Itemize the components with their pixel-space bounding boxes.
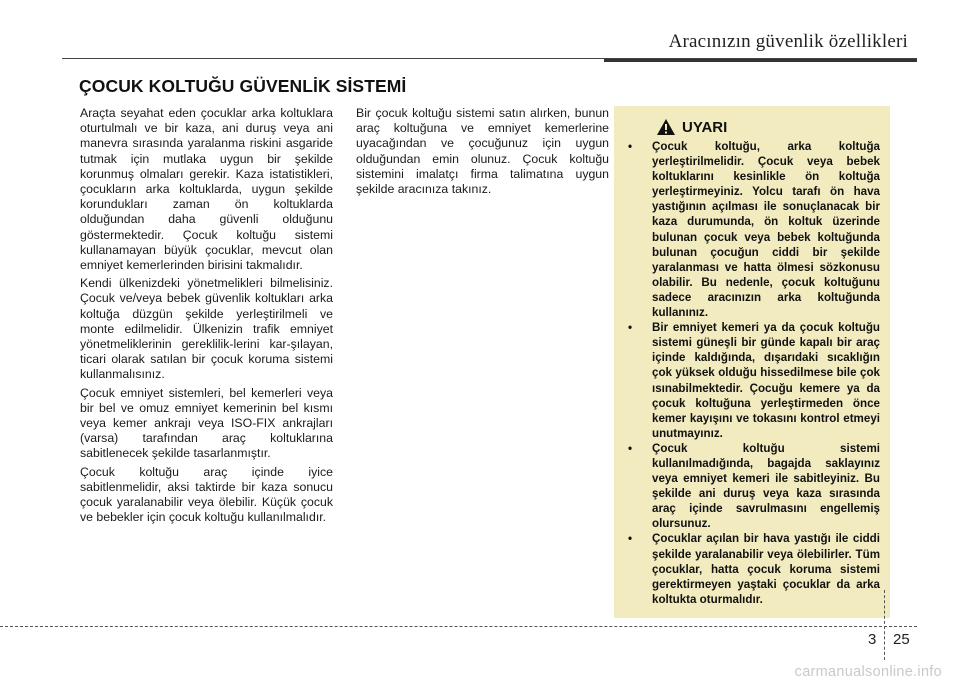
warning-box (614, 106, 890, 618)
warning-item (628, 531, 880, 606)
warning-item-text: Çocuklar açılan bir hava yastığı ile ciddi şekilde yaralanabilir veya ölebilirler. Tüm çocuklar, hatta çocuk koruma sistemi gerektirmeyen yaştaki çocuklar da arka koltukta oturmalıdır. (652, 532, 880, 606)
page-number: 25 (893, 631, 910, 648)
body-column-middle (356, 106, 609, 200)
warning-item (628, 320, 880, 441)
footer-divider (0, 626, 917, 627)
bullet: • (628, 532, 633, 546)
warning-triangle-icon (656, 118, 676, 136)
body-column-left (80, 106, 333, 528)
paragraph: Bir çocuk koltuğu sistemi satın alırken, bunun araç koltuğuna ve emniyet kemerlerine uyacağından ve çocuğunuz için uygun olduğundan emin olunuz. Çocuk koltuğu sistemini imalatçı firma talimatına uygun şekilde aracınıza takınız. (356, 106, 609, 197)
warning-list (628, 139, 880, 607)
warning-title: UYARI (682, 118, 728, 136)
paragraph: Çocuk koltuğu araç içinde iyice sabitlenmelidir, aksi taktirde bir kaza sonucu çocuk yaralanabilir veya ölebilir. Küçük çocuk ve bebekler için çocuk koltuğu kullanılmalıdır. (80, 464, 333, 525)
paragraph: Kendi ülkenizdeki yönetmelikleri bilmelisiniz. Çocuk ve/veya bebek güvenlik koltukları arka koltuğa düzgün şekilde yerleştirilmeli ve monte edilmelidir. Ülkenizin trafik emniyet yönetmeliklerinin gereklilik-lerini kar-şılayan, ticari olarak satılan bir çocuk koruma sistemi kullanmalısınız. (80, 276, 333, 382)
warning-header (656, 118, 880, 136)
warning-item-text: Bir emniyet kemeri ya da çocuk koltuğu sistemi güneşli bir günde kapalı bir araç içinde kaldığında, dışarıdaki sıcaklığın çok yüksek olduğu hissedilmese bile çok ısınabilmektedir. Çocuğu kemere ya da çocuk koltuğuna yerleştirmeden önce kemer kayışını ve tokasını kontrol etmeyi unutmayınız. (652, 321, 880, 440)
chapter-number: 3 (868, 631, 877, 648)
section-title: ÇOCUK KOLTUĞU GÜVENLİK SİSTEMİ (79, 76, 407, 96)
paragraph: Çocuk emniyet sistemleri, bel kemerleri veya bir bel ve omuz emniyet kemerinin bel kısmı veya kemer ankrajı veya ISO-FIX ankrajları (varsa) tarafından araç koltuklarına sabitlenecek şekilde tasarlanmıştır. (80, 385, 333, 461)
bullet: • (628, 441, 633, 455)
bullet: • (628, 321, 633, 335)
watermark: carmanualsonline.info (794, 664, 942, 680)
warning-item-text: Çocuk koltuğu, arka koltuğa yerleştirilmelidir. Çocuk veya bebek koltuklarını kesinlikle ön koltuğa yerleştirmeyiniz. Yolcu tarafı ön hava yastığının açılması ile sonuçlanacak bir kaza durumunda, ön koltuk üzerinde bulunan çocuk veya bebek koltuğunda bulunan çocuğun ciddi bir şekilde yaralanması ve hatta ölmesi sözkonusu olabilir. Bu nedenle, çocuk koltuğunu sadece aracınızın arka koltuğunda kullanınız. (652, 140, 880, 320)
header-accent-bar (604, 59, 917, 62)
warning-item (628, 139, 880, 320)
bullet: • (628, 140, 633, 153)
paragraph: Araçta seyahat eden çocuklar arka koltuklara oturtulmalı ve bir kaza, ani duruş veya ani manevra sırasında yaralanma riskini asgaride tutmak için mutlaka uygun bir şekilde korunmuş olmaları gerekir. Kaza istatistikleri, çocukların arka koltuklarda, uygun şekilde korundukları zaman ön koltuklarda olduğundan daha güvenli olduğunu göstermektedir. Çocuk koltuğu sistemi kullanamayan büyük çocuklar, mevcut olan emniyet kemerlerinden birisini takmalıdır. (80, 106, 333, 273)
warning-item-text: Çocuk koltuğu sistemi kullanılmadığında, bagajda saklayınız veya emniyet kemeri ile sabitleyiniz. Bu şekilde ani duruş veya kaza sırasında araç içinde savrulmasını engellemiş olursunuz. (652, 441, 880, 531)
warning-item (628, 441, 880, 532)
footer-page-separator (884, 590, 885, 660)
chapter-header-title: Aracınızın güvenlik özellikleri (668, 31, 908, 52)
